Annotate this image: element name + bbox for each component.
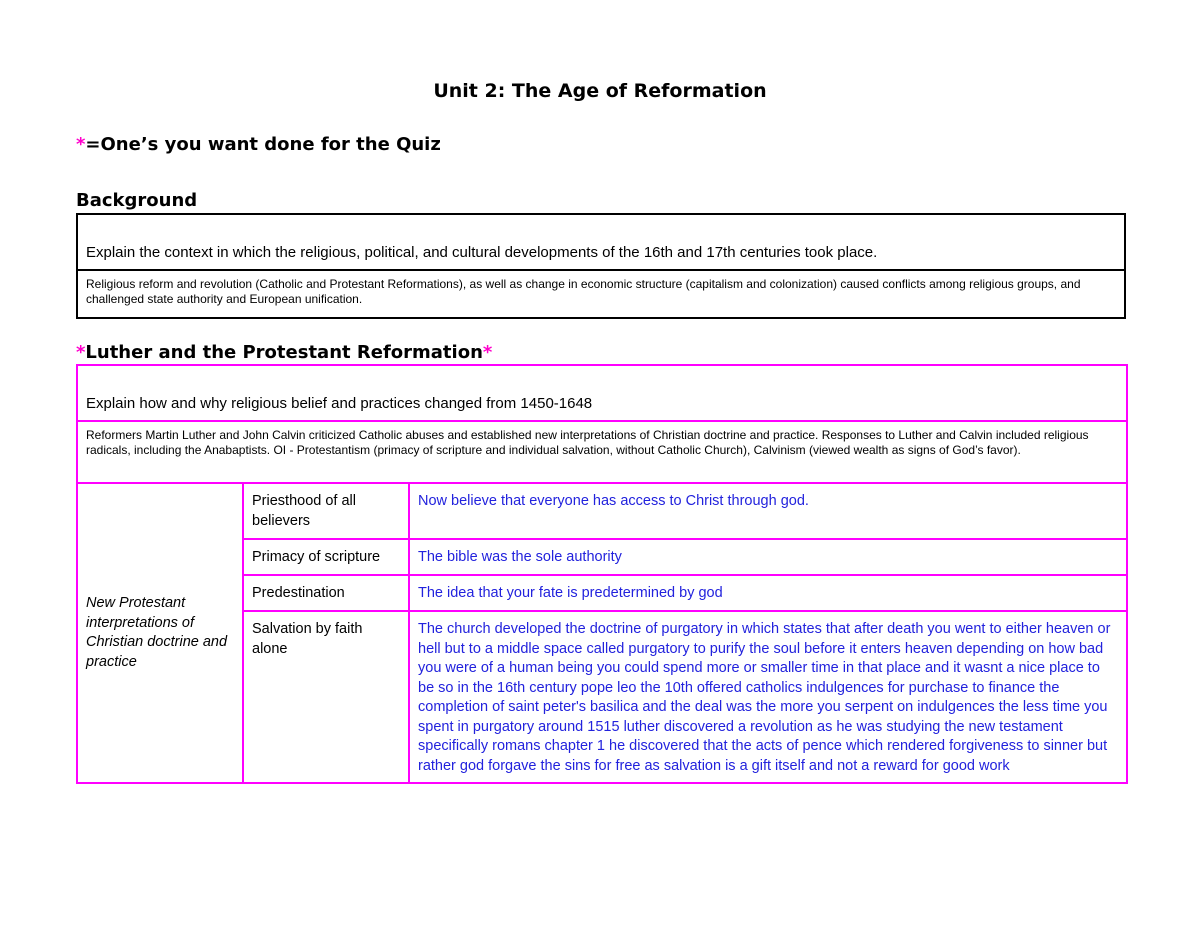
- term-cell: Primacy of scripture: [243, 539, 409, 575]
- background-answer: Religious reform and revolution (Catholic and Protestant Reformations), as well as change in economic structure (capitalism and colonization) caused conflicts among religious groups, and challenged state authority and European unification.: [77, 270, 1125, 318]
- background-heading: Background: [76, 190, 198, 211]
- response-cell: Now believe that everyone has access to Christ through god.: [409, 483, 1127, 539]
- side-label: New Protestant interpretations of Christian doctrine and practice: [77, 483, 243, 783]
- background-prompt: Explain the context in which the religious, political, and cultural developments of the 16th and 17th centuries took place.: [77, 214, 1125, 270]
- page-title: Unit 2: The Age of Reformation: [433, 80, 767, 102]
- response-cell: The church developed the doctrine of purgatory in which states that after death you went to either heaven or hell but to a middle space called purgatory to purify the soul before it enters heaven depending on how bad you were of a human being you could spend more or smaller time in that place and it wasnt a nice place to be so in the 16th century pope leo the 10th offered catholics indulgences for purchase to finance the completion of saint peter's basilica and the deal was the more you serpent on indulgences the less time you spent in purgatory around 1515 luther discovered a revolution as he was studying the new testament specifically romans chapter 1 he discovered that the acts of pence which rendered forgiveness to sinner but rather god forgave the sins for free as salvation is a gift itself and not a reward for good work: [409, 611, 1127, 783]
- luther-answer: Reformers Martin Luther and John Calvin criticized Catholic abuses and established new interpretations of Christian doctrine and practice. Responses to Luther and Calvin included religious radicals, including the Anabaptists. OI - Protestantism (primacy of scripture and individual salvation, without Catholic Church), Calvinism (viewed wealth as signs of God’s favor).: [77, 421, 1127, 483]
- term-cell: Priesthood of all believers: [243, 483, 409, 539]
- quiz-note: [76, 134, 441, 155]
- term-cell: Salvation by faith alone: [243, 611, 409, 783]
- quiz-star: *: [76, 134, 86, 155]
- response-cell: The bible was the sole authority: [409, 539, 1127, 575]
- luther-heading: [76, 342, 492, 363]
- term-cell: Predestination: [243, 575, 409, 611]
- luther-table: [76, 364, 1128, 784]
- luther-prompt: Explain how and why religious belief and practices changed from 1450-1648: [77, 365, 1127, 421]
- table-row: [77, 483, 1127, 539]
- luther-star-right: *: [482, 342, 493, 363]
- background-table: [76, 213, 1126, 319]
- response-cell: The idea that your fate is predetermined by god: [409, 575, 1127, 611]
- luther-star-left: *: [76, 342, 86, 363]
- quiz-note-text: =One’s you want done for the Quiz: [85, 134, 441, 155]
- luther-heading-text: Luther and the Protestant Reformation: [85, 342, 483, 363]
